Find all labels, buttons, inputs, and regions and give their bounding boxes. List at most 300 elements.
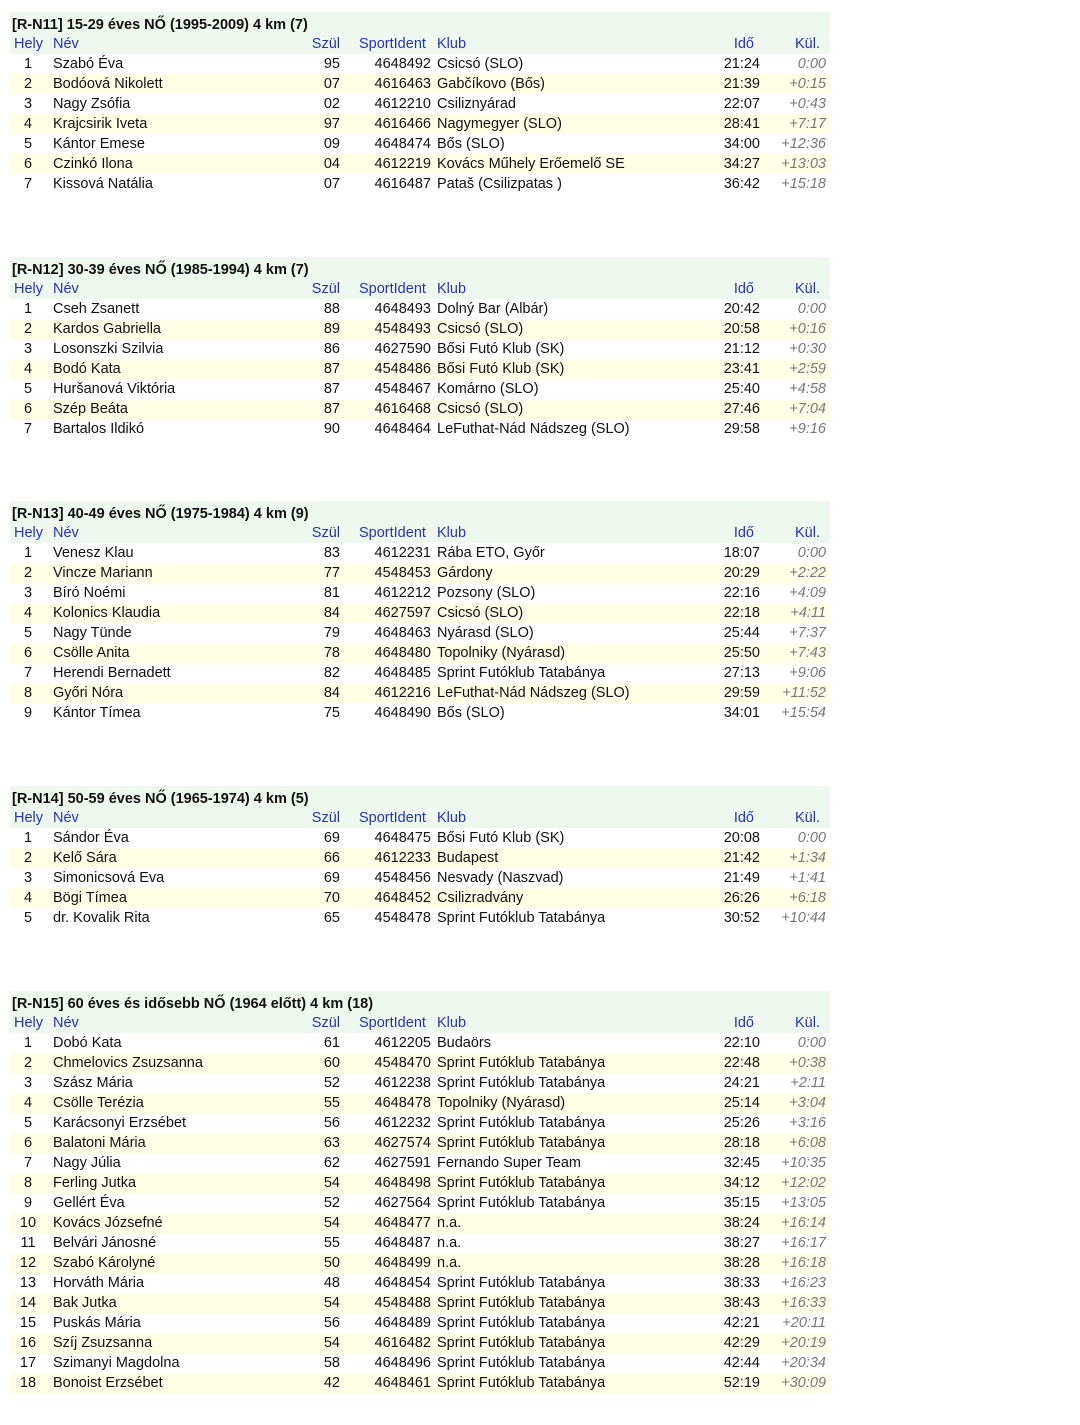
cell-si: 4648477: [374, 1215, 431, 1231]
cell-klub: LeFuthat-Nád Nádszeg (SLO): [437, 421, 630, 437]
cell-szul: 54: [323, 1335, 340, 1351]
header-kul: Kül.: [795, 281, 820, 297]
cell-klub: Bősi Futó Klub (SK): [437, 830, 565, 846]
cell-si: 4616466: [374, 116, 431, 132]
cell-ido: 20:08: [723, 830, 760, 846]
cell-ido: 28:41: [723, 116, 760, 132]
cell-hely: 9: [23, 705, 33, 721]
cell-ido: 21:39: [723, 76, 760, 92]
results-section: [10, 501, 830, 723]
cell-hely: 6: [23, 1135, 33, 1151]
header-ido: Idő: [733, 281, 754, 297]
cell-klub: Nyárasd (SLO): [437, 625, 534, 641]
cell-si: 4627574: [374, 1135, 431, 1151]
cell-hely: 1: [23, 545, 33, 561]
table-row: [10, 603, 830, 623]
header-hely: Hely: [14, 810, 44, 826]
header-ido: Idő: [733, 525, 754, 541]
cell-nev: Kelő Sára: [53, 850, 117, 866]
cell-klub: Csicsó (SLO): [437, 605, 524, 621]
cell-si: 4648489: [374, 1315, 431, 1331]
cell-hely: 4: [23, 890, 33, 906]
cell-hely: 4: [23, 361, 33, 377]
cell-si: 4548453: [374, 565, 431, 581]
cell-hely: 13: [19, 1275, 37, 1291]
cell-nev: Krajcsirik Iveta: [53, 116, 148, 132]
header-nev: Név: [53, 525, 79, 541]
cell-kul: +16:23: [781, 1275, 826, 1291]
cell-klub: Nesvady (Naszvad): [437, 870, 564, 886]
table-row: [10, 868, 830, 888]
cell-klub: Sprint Futóklub Tatabánya: [437, 910, 606, 926]
cell-kul: +7:17: [789, 116, 826, 132]
cell-ido: 38:24: [723, 1215, 760, 1231]
cell-hely: 3: [23, 1075, 33, 1091]
cell-ido: 26:26: [723, 890, 760, 906]
cell-szul: 54: [323, 1215, 340, 1231]
cell-ido: 35:15: [723, 1195, 760, 1211]
table-row: [10, 94, 830, 114]
cell-si: 4548488: [374, 1295, 431, 1311]
cell-hely: 5: [23, 1115, 33, 1131]
cell-szul: 54: [323, 1295, 340, 1311]
cell-nev: Venesz Klau: [53, 545, 134, 561]
cell-szul: 56: [323, 1115, 340, 1131]
table-row: [10, 563, 830, 583]
cell-nev: Balatoni Mária: [53, 1135, 146, 1151]
cell-si: 4648475: [374, 830, 431, 846]
cell-si: 4648485: [374, 665, 431, 681]
table-row: [10, 1373, 830, 1393]
table-row: [10, 174, 830, 194]
cell-ido: 42:21: [723, 1315, 760, 1331]
cell-ido: 25:26: [723, 1115, 760, 1131]
cell-nev: Ferling Jutka: [53, 1175, 137, 1191]
cell-ido: 38:27: [723, 1235, 760, 1251]
cell-szul: 79: [323, 625, 340, 641]
cell-nev: Szíj Zsuzsanna: [53, 1335, 153, 1351]
cell-hely: 5: [23, 136, 33, 152]
cell-klub: LeFuthat-Nád Nádszeg (SLO): [437, 685, 630, 701]
cell-kul: +20:19: [781, 1335, 826, 1351]
cell-hely: 5: [23, 381, 33, 397]
cell-kul: 0:00: [797, 56, 826, 72]
table-header: [10, 523, 830, 543]
table-row: [10, 543, 830, 563]
cell-hely: 16: [19, 1335, 37, 1351]
cell-hely: 6: [23, 156, 33, 172]
header-si: SportIdent: [359, 36, 426, 52]
cell-hely: 4: [23, 605, 33, 621]
cell-szul: 65: [323, 910, 340, 926]
cell-nev: Bíró Noémi: [53, 585, 126, 601]
cell-ido: 42:29: [723, 1335, 760, 1351]
cell-hely: 2: [23, 850, 33, 866]
cell-hely: 10: [19, 1215, 37, 1231]
table-row: [10, 1333, 830, 1353]
cell-nev: dr. Kovalik Rita: [53, 910, 150, 926]
cell-hely: 7: [23, 176, 33, 192]
cell-klub: Sprint Futóklub Tatabánya: [437, 1335, 606, 1351]
table-row: [10, 154, 830, 174]
cell-hely: 11: [20, 1235, 36, 1251]
cell-nev: Simonicsová Eva: [53, 870, 165, 886]
header-si: SportIdent: [359, 525, 426, 541]
header-ido: Idő: [733, 36, 754, 52]
cell-klub: Pozsony (SLO): [437, 585, 536, 601]
cell-kul: +0:38: [789, 1055, 826, 1071]
cell-klub: Bősi Futó Klub (SK): [437, 341, 565, 357]
cell-szul: 60: [323, 1055, 340, 1071]
cell-hely: 18: [19, 1375, 37, 1391]
table-row: [10, 1153, 830, 1173]
cell-nev: Csölle Terézia: [53, 1095, 144, 1111]
cell-si: 4548493: [374, 321, 431, 337]
results-section: [10, 257, 830, 439]
cell-si: 4648474: [374, 136, 431, 152]
cell-si: 4648461: [374, 1375, 431, 1391]
cell-klub: Csicsó (SLO): [437, 56, 524, 72]
cell-ido: 22:10: [723, 1035, 760, 1051]
cell-kul: +10:44: [781, 910, 826, 926]
cell-szul: 61: [323, 1035, 340, 1051]
header-ido: Idő: [733, 1015, 754, 1031]
cell-szul: 50: [323, 1255, 340, 1271]
cell-si: 4616463: [374, 76, 431, 92]
cell-si: 4612216: [374, 685, 431, 701]
cell-nev: Bak Jutka: [53, 1295, 117, 1311]
header-hely: Hely: [14, 1015, 44, 1031]
table-row: [10, 319, 830, 339]
cell-nev: Bodó Kata: [53, 361, 121, 377]
cell-szul: 89: [323, 321, 340, 337]
cell-hely: 4: [23, 1095, 33, 1111]
cell-klub: Bős (SLO): [437, 136, 505, 152]
header-nev: Név: [53, 810, 79, 826]
cell-si: 4627564: [374, 1195, 431, 1211]
cell-ido: 25:40: [723, 381, 760, 397]
cell-hely: 8: [23, 685, 33, 701]
header-hely: Hely: [14, 281, 44, 297]
cell-ido: 52:19: [723, 1375, 760, 1391]
cell-si: 4648492: [374, 56, 431, 72]
table-row: [10, 299, 830, 319]
cell-si: 4648452: [374, 890, 431, 906]
header-hely: Hely: [14, 525, 44, 541]
cell-szul: 52: [323, 1075, 340, 1091]
cell-klub: Sprint Futóklub Tatabánya: [437, 665, 606, 681]
cell-nev: Bonoist Erzsébet: [53, 1375, 163, 1391]
cell-si: 4612238: [374, 1075, 431, 1091]
table-row: [10, 703, 830, 723]
cell-klub: n.a.: [437, 1255, 462, 1271]
cell-ido: 21:12: [723, 341, 760, 357]
cell-si: 4612210: [374, 96, 431, 112]
cell-si: 4612212: [374, 585, 431, 601]
table-row: [10, 1133, 830, 1153]
cell-kul: +16:17: [781, 1235, 826, 1251]
cell-szul: 42: [323, 1375, 340, 1391]
cell-hely: 2: [23, 565, 33, 581]
cell-klub: Komárno (SLO): [437, 381, 539, 397]
cell-ido: 21:49: [723, 870, 760, 886]
cell-szul: 78: [323, 645, 340, 661]
header-szul: Szül: [311, 281, 340, 297]
table-row: [10, 419, 830, 439]
cell-si: 4627591: [374, 1155, 431, 1171]
cell-nev: Vincze Mariann: [53, 565, 153, 581]
cell-si: 4548486: [374, 361, 431, 377]
cell-nev: Nagy Tünde: [53, 625, 132, 641]
cell-kul: +10:35: [781, 1155, 826, 1171]
cell-szul: 48: [323, 1275, 340, 1291]
cell-hely: 15: [19, 1315, 37, 1331]
table-row: [10, 583, 830, 603]
cell-kul: 0:00: [797, 830, 826, 846]
cell-ido: 28:18: [723, 1135, 760, 1151]
cell-klub: Pataš (Csilizpatas ): [437, 176, 562, 192]
cell-si: 4616482: [374, 1335, 431, 1351]
cell-klub: Csiliznyárad: [437, 96, 516, 112]
cell-ido: 38:28: [723, 1255, 760, 1271]
results-section: [10, 12, 830, 194]
cell-szul: 56: [323, 1315, 340, 1331]
cell-nev: Szép Beáta: [53, 401, 128, 417]
cell-si: 4548467: [374, 381, 431, 397]
cell-ido: 38:33: [723, 1275, 760, 1291]
cell-ido: 38:43: [723, 1295, 760, 1311]
cell-si: 4648498: [374, 1175, 431, 1191]
cell-si: 4648487: [374, 1235, 431, 1251]
cell-kul: +20:34: [781, 1355, 826, 1371]
cell-ido: 27:46: [723, 401, 760, 417]
cell-hely: 1: [23, 301, 33, 317]
cell-szul: 82: [323, 665, 340, 681]
cell-szul: 55: [323, 1095, 340, 1111]
cell-szul: 07: [323, 76, 340, 92]
cell-klub: Sprint Futóklub Tatabánya: [437, 1075, 606, 1091]
cell-ido: 24:21: [723, 1075, 760, 1091]
cell-szul: 97: [323, 116, 340, 132]
cell-nev: Kolonics Klaudia: [53, 605, 161, 621]
cell-ido: 25:14: [723, 1095, 760, 1111]
cell-kul: +4:11: [790, 605, 826, 621]
results-section: [10, 786, 830, 928]
cell-kul: +7:04: [789, 401, 826, 417]
table-row: [10, 643, 830, 663]
cell-szul: 87: [323, 401, 340, 417]
cell-hely: 2: [23, 321, 33, 337]
cell-nev: Győri Nóra: [53, 685, 124, 701]
cell-klub: Sprint Futóklub Tatabánya: [437, 1295, 606, 1311]
cell-nev: Losonszki Szilvia: [53, 341, 164, 357]
table-row: [10, 1193, 830, 1213]
cell-ido: 20:42: [723, 301, 760, 317]
cell-nev: Cseh Zsanett: [53, 301, 140, 317]
cell-si: 4548470: [374, 1055, 431, 1071]
cell-szul: 54: [323, 1175, 340, 1191]
table-row: [10, 74, 830, 94]
cell-szul: 07: [323, 176, 340, 192]
cell-nev: Chmelovics Zsuzsanna: [53, 1055, 203, 1071]
table-row: [10, 1113, 830, 1133]
cell-kul: +30:09: [781, 1375, 826, 1391]
cell-szul: 09: [323, 136, 340, 152]
table-row: [10, 1033, 830, 1053]
cell-si: 4616468: [374, 401, 431, 417]
cell-si: 4648480: [374, 645, 431, 661]
cell-nev: Bodóová Nikolett: [53, 76, 163, 92]
cell-nev: Nagy Júlia: [53, 1155, 121, 1171]
cell-hely: 9: [23, 1195, 33, 1211]
cell-hely: 5: [23, 625, 33, 641]
cell-ido: 25:50: [723, 645, 760, 661]
table-row: [10, 1173, 830, 1193]
cell-kul: +16:18: [781, 1255, 826, 1271]
cell-ido: 32:45: [723, 1155, 760, 1171]
cell-kul: +15:54: [781, 705, 826, 721]
table-row: [10, 848, 830, 868]
cell-nev: Horváth Mária: [53, 1275, 145, 1291]
cell-kul: +2:22: [789, 565, 826, 581]
cell-klub: Dolný Bar (Albár): [437, 301, 549, 317]
cell-kul: +4:09: [789, 585, 826, 601]
cell-szul: 86: [323, 341, 340, 357]
cell-nev: Bartalos Ildikó: [53, 421, 145, 437]
table-row: [10, 623, 830, 643]
cell-hely: 3: [23, 870, 33, 886]
header-klub: Klub: [437, 810, 467, 826]
table-row: [10, 134, 830, 154]
cell-hely: 14: [19, 1295, 37, 1311]
cell-ido: 21:24: [723, 56, 760, 72]
section-title: [R-N11] 15-29 éves NŐ (1995-2009) 4 km (7): [10, 12, 830, 34]
cell-szul: 95: [323, 56, 340, 72]
cell-ido: 30:52: [723, 910, 760, 926]
table-header: [10, 1013, 830, 1033]
cell-klub: Csicsó (SLO): [437, 401, 524, 417]
cell-nev: Herendi Bernadett: [53, 665, 171, 681]
cell-szul: 52: [323, 1195, 340, 1211]
cell-kul: +9:16: [789, 421, 826, 437]
cell-szul: 77: [323, 565, 340, 581]
cell-hely: 17: [19, 1355, 37, 1371]
table-row: [10, 114, 830, 134]
cell-szul: 55: [323, 1235, 340, 1251]
cell-klub: Sprint Futóklub Tatabánya: [437, 1195, 606, 1211]
cell-szul: 69: [323, 830, 340, 846]
table-row: [10, 339, 830, 359]
cell-kul: +4:58: [789, 381, 826, 397]
cell-kul: +3:04: [789, 1095, 826, 1111]
table-row: [10, 1313, 830, 1333]
cell-ido: 34:27: [723, 156, 760, 172]
cell-kul: +1:41: [789, 870, 826, 886]
cell-nev: Karácsonyi Erzsébet: [53, 1115, 186, 1131]
cell-klub: Bős (SLO): [437, 705, 505, 721]
cell-kul: +13:03: [781, 156, 826, 172]
cell-klub: Sprint Futóklub Tatabánya: [437, 1275, 606, 1291]
header-klub: Klub: [437, 525, 467, 541]
cell-ido: 22:48: [723, 1055, 760, 1071]
cell-szul: 84: [323, 685, 340, 701]
header-ido: Idő: [733, 810, 754, 826]
cell-szul: 84: [323, 605, 340, 621]
table-row: [10, 663, 830, 683]
table-row: [10, 683, 830, 703]
table-row: [10, 828, 830, 848]
table-row: [10, 1253, 830, 1273]
section-title: [R-N14] 50-59 éves NŐ (1965-1974) 4 km (5): [10, 786, 830, 808]
cell-kul: +1:34: [789, 850, 826, 866]
cell-kul: +20:11: [782, 1315, 826, 1331]
cell-si: 4648463: [374, 625, 431, 641]
cell-hely: 3: [23, 96, 33, 112]
table-row: [10, 1293, 830, 1313]
cell-klub: Nagymegyer (SLO): [437, 116, 562, 132]
header-kul: Kül.: [795, 810, 820, 826]
cell-kul: +9:06: [789, 665, 826, 681]
cell-si: 4612219: [374, 156, 431, 172]
cell-ido: 29:59: [723, 685, 760, 701]
table-row: [10, 399, 830, 419]
header-kul: Kül.: [795, 36, 820, 52]
cell-szul: 81: [323, 585, 340, 601]
table-row: [10, 1233, 830, 1253]
cell-si: 4627597: [374, 605, 431, 621]
table-row: [10, 908, 830, 928]
cell-klub: Topolniky (Nyárasd): [437, 645, 566, 661]
cell-nev: Csölle Anita: [53, 645, 130, 661]
cell-klub: n.a.: [437, 1215, 462, 1231]
cell-klub: Sprint Futóklub Tatabánya: [437, 1355, 606, 1371]
table-header: [10, 808, 830, 828]
cell-nev: Szabó Éva: [53, 56, 124, 72]
cell-kul: 0:00: [797, 1035, 826, 1051]
cell-nev: Dobó Kata: [53, 1035, 122, 1051]
cell-klub: Sprint Futóklub Tatabánya: [437, 1135, 606, 1151]
cell-kul: +16:33: [781, 1295, 826, 1311]
header-hely: Hely: [14, 36, 44, 52]
header-kul: Kül.: [795, 525, 820, 541]
cell-si: 4648464: [374, 421, 431, 437]
cell-hely: 7: [23, 1155, 33, 1171]
cell-si: 4612233: [374, 850, 431, 866]
cell-nev: Belvári Jánosné: [53, 1235, 157, 1251]
header-kul: Kül.: [795, 1015, 820, 1031]
cell-kul: 0:00: [797, 545, 826, 561]
cell-hely: 7: [23, 421, 33, 437]
cell-kul: +2:59: [789, 361, 826, 377]
cell-kul: +7:43: [789, 645, 826, 661]
cell-klub: n.a.: [437, 1235, 462, 1251]
cell-szul: 90: [323, 421, 340, 437]
cell-nev: Szász Mária: [53, 1075, 133, 1091]
table-row: [10, 1273, 830, 1293]
cell-si: 4627590: [374, 341, 431, 357]
table-row: [10, 1053, 830, 1073]
table-row: [10, 1093, 830, 1113]
cell-hely: 1: [23, 56, 33, 72]
cell-ido: 22:16: [723, 585, 760, 601]
cell-ido: 42:44: [723, 1355, 760, 1371]
section-title: [R-N15] 60 éves és idősebb NŐ (1964 előtt) 4 km (18): [10, 991, 830, 1013]
cell-hely: 2: [23, 1055, 33, 1071]
cell-ido: 23:41: [723, 361, 760, 377]
cell-klub: Budaörs: [437, 1035, 492, 1051]
cell-nev: Huršanová Viktória: [53, 381, 176, 397]
cell-klub: Bősi Futó Klub (SK): [437, 361, 565, 377]
